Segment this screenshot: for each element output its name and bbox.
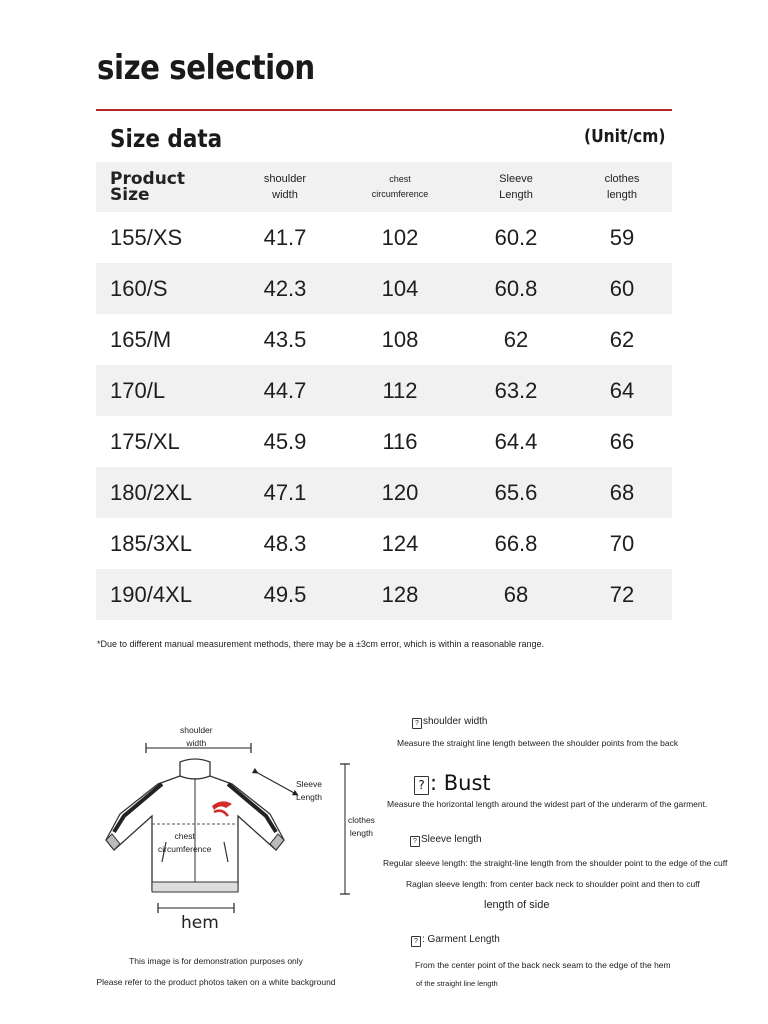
unit-label: (Unit/cm) <box>584 126 666 147</box>
missing-glyph-icon: ? <box>410 836 420 847</box>
table-row <box>96 416 672 467</box>
cell-sleeve: 60.2 <box>494 224 538 250</box>
table-row <box>96 365 672 416</box>
cell-sleeve: 60.8 <box>494 275 538 301</box>
label-line: Length <box>296 792 322 802</box>
cell-size: 180/2XL <box>110 479 192 505</box>
header-line: width <box>272 189 298 201</box>
cell-chest: 128 <box>381 581 419 607</box>
cell-size: 165/M <box>110 326 172 352</box>
sleeve-regular-desc: Regular sleeve length: the straight-line length from the shoulder point to the edge of the cuff <box>383 858 728 868</box>
jacket-diagram <box>100 718 380 938</box>
header-line: clothes <box>604 173 640 185</box>
cell-sleeve: 66.8 <box>494 530 538 556</box>
cell-chest: 108 <box>381 326 419 352</box>
cell-shoulder: 44.7 <box>263 377 307 403</box>
garment-length-heading <box>411 934 500 947</box>
diagram-hem-label: hem <box>181 913 219 933</box>
cell-shoulder: 43.5 <box>263 326 307 352</box>
cell-size: 190/4XL <box>110 581 192 607</box>
table-row <box>96 518 672 569</box>
sleeve-raglan-desc: Raglan sleeve length: from center back neck to shoulder point and then to cuff <box>406 879 700 889</box>
cell-size: 175/XL <box>110 428 180 454</box>
sleeve-side-desc: length of side <box>484 899 550 911</box>
cell-shoulder: 48.3 <box>263 530 307 556</box>
cell-sleeve: 68 <box>503 581 529 607</box>
heading-text: : Bust <box>430 771 491 795</box>
cell-sleeve: 64.4 <box>494 428 538 454</box>
cell-sleeve: 65.6 <box>494 479 538 505</box>
diagram-chest-label <box>158 830 211 856</box>
label-line: length <box>349 828 374 838</box>
header-sleeve-length <box>460 162 572 212</box>
cell-length: 59 <box>609 224 635 250</box>
cell-chest: 116 <box>382 428 418 454</box>
cell-length: 66 <box>609 428 635 454</box>
measurement-footnote: *Due to different manual measurement methods, there may be a ±3cm error, which is within a reasonable range. <box>97 639 545 649</box>
cell-sleeve: 63.2 <box>494 377 538 403</box>
table-row <box>96 467 672 518</box>
garment-length-desc-2: of the straight line length <box>416 979 498 988</box>
bust-heading <box>414 771 491 795</box>
cell-shoulder: 41.7 <box>263 224 307 250</box>
demo-note-2: Please refer to the product photos taken on a white background <box>96 977 336 987</box>
missing-glyph-icon: ? <box>411 936 421 947</box>
cell-length: 62 <box>609 326 635 352</box>
label-line: circumference <box>158 844 212 854</box>
cell-length: 68 <box>609 479 635 505</box>
table-header-row <box>96 162 672 212</box>
cell-chest: 102 <box>381 224 419 250</box>
heading-text: : Garment Length <box>422 934 500 945</box>
diagram-sleeve-label <box>296 778 322 804</box>
bust-desc: Measure the horizontal length around the widest part of the underarm of the garment. <box>387 799 708 809</box>
cell-chest: 120 <box>381 479 419 505</box>
sleeve-length-heading <box>410 834 482 847</box>
missing-glyph-icon: ? <box>414 776 429 795</box>
diagram-shoulder-label <box>180 724 213 750</box>
label-line: clothes <box>348 815 375 825</box>
label-line: width <box>186 738 207 748</box>
cell-shoulder: 42.3 <box>263 275 307 301</box>
header-product-size <box>96 162 230 212</box>
header-line: circumference <box>371 189 429 199</box>
size-table <box>96 162 672 620</box>
cell-length: 60 <box>609 275 635 301</box>
cell-length: 70 <box>609 530 635 556</box>
header-line: chest <box>389 174 411 184</box>
label-line: shoulder <box>180 725 213 735</box>
diagram-clothes-label <box>348 814 375 840</box>
header-clothes-length <box>572 162 672 212</box>
garment-length-desc-1: From the center point of the back neck seam to the edge of the hem <box>415 960 671 970</box>
page-title: size selection <box>97 48 315 88</box>
cell-size: 155/XS <box>110 224 183 250</box>
table-row <box>96 263 672 314</box>
header-line: Sleeve <box>499 173 533 185</box>
cell-sleeve: 62 <box>503 326 529 352</box>
heading-text: shoulder width <box>423 716 488 727</box>
header-line: shoulder <box>263 173 307 185</box>
label-line: chest <box>174 831 195 841</box>
missing-glyph-icon: ? <box>412 718 422 729</box>
cell-chest: 104 <box>381 275 419 301</box>
demo-note-1: This image is for demonstration purposes only <box>129 956 303 966</box>
cell-size: 160/S <box>110 275 168 301</box>
header-shoulder-width <box>230 162 340 212</box>
cell-size: 185/3XL <box>110 530 192 556</box>
table-row <box>96 314 672 365</box>
shoulder-width-desc: Measure the straight line length between the shoulder points from the back <box>397 738 679 748</box>
cell-chest: 112 <box>382 377 418 403</box>
header-line: Length <box>499 189 533 201</box>
jacket-illustration <box>100 718 380 938</box>
shoulder-width-heading <box>412 716 487 729</box>
cell-length: 64 <box>609 377 635 403</box>
table-row <box>96 569 672 620</box>
header-line: length <box>607 189 637 201</box>
cell-shoulder: 49.5 <box>263 581 307 607</box>
cell-size: 170/L <box>110 377 166 403</box>
cell-chest: 124 <box>381 530 419 556</box>
title-divider <box>96 109 672 111</box>
cell-shoulder: 45.9 <box>263 428 307 454</box>
header-product-size-text: Product Size <box>110 169 185 205</box>
header-chest-circumference <box>340 162 460 212</box>
cell-shoulder: 47.1 <box>263 479 307 505</box>
label-line: Sleeve <box>296 779 322 789</box>
cell-length: 72 <box>609 581 635 607</box>
table-row <box>96 212 672 263</box>
size-data-heading: Size data <box>110 124 223 153</box>
heading-text: Sleeve length <box>421 834 482 845</box>
